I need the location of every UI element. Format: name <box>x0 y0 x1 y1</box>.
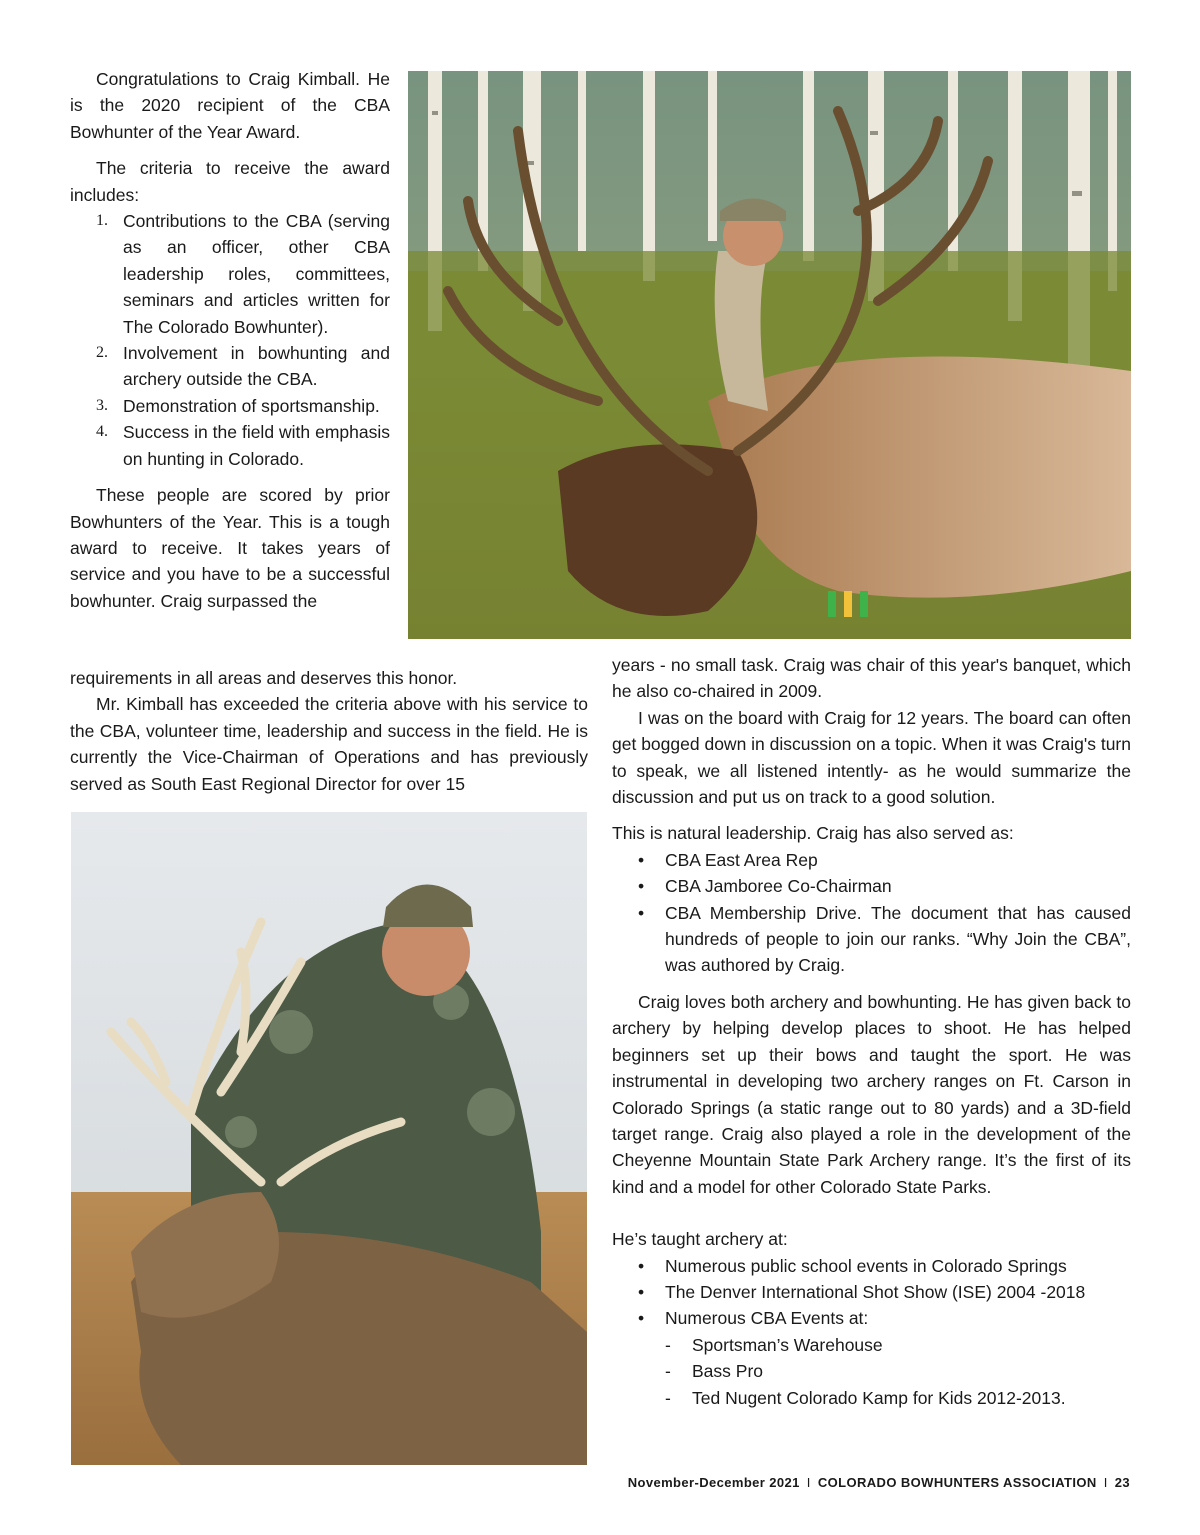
footer-separator: I <box>806 1475 811 1490</box>
list-item: - Sportsman’s Warehouse <box>692 1332 1131 1358</box>
list-item: 2. Involvement in bowhunting and archery outside the CBA. <box>96 343 390 390</box>
taught-list <box>612 1253 1131 1411</box>
archery-paragraph: Craig loves both archery and bowhunting. He has given back to archery by helping develop places to shoot. He has helped beginners set up their bows and taught the sport. He was instrumental in developing two archery ranges on Ft. Carson in Colorado Springs (a static range out to 80 yards) and a 3D-field target range. Craig also played a role in the development of the Cheyenne Mountain State Park Archery range. It’s the first of its kind and a model for other Colorado State Parks. <box>612 991 1131 1197</box>
elk-photo-image <box>408 71 1131 639</box>
leadership-paragraph: This is natural leadership. Craig has also served as: <box>612 823 1014 844</box>
board-paragraph: I was on the board with Craig for 12 years. The board can often get bogged down in discussion on a topic. When it was Craig's turn to speak, we all listened intently- as he would summarize the discussion and put us on track to a good solution. <box>612 707 1131 808</box>
footer-separator: I <box>1103 1475 1108 1490</box>
page-footer <box>628 1470 1130 1496</box>
events-list <box>665 1332 1131 1411</box>
intro-paragraph: Congratulations to Craig Kimball. He is the 2020 recipient of the CBA Bowhunter of the Year Award. <box>70 69 390 142</box>
service-paragraph-end: years - no small task. Craig was chair of this year's banquet, which he also co-chaired in 2009. <box>612 655 1131 702</box>
scoring-paragraph-end: requirements in all areas and deserves this honor. <box>70 668 458 688</box>
whitetail-photo <box>71 812 587 1465</box>
service-paragraph: Mr. Kimball has exceeded the criteria above with his service to the CBA, volunteer time, leadership and success in the field. He is currently the Vice-Chairman of Operations and has previously served as South East Regional Director for over 15 <box>70 694 588 794</box>
list-item: 1. Contributions to the CBA (serving as an officer, other CBA leadership roles, committees, seminars and articles written for The Colorado Bowhunter). <box>96 211 390 337</box>
scoring-paragraph: These people are scored by prior Bowhunters of the Year. This is a tough award to receive. It takes years of service and you have to be a successful bowhunter. Craig surpassed the <box>70 485 390 611</box>
intro-column <box>70 66 390 614</box>
list-item: 4. Success in the field with emphasis on hunting in Colorado. <box>96 422 390 469</box>
list-item: • Numerous CBA Events at: - Sportsman’s Warehouse - Bass Pro - Ted Nugent Colorado Kamp for Kids 2012-2013. <box>665 1305 1131 1411</box>
organization-name: COLORADO BOWHUNTERS ASSOCIATION <box>817 1475 1097 1490</box>
list-item: • CBA East Area Rep <box>665 847 1131 873</box>
list-item: 3. Demonstration of sportsmanship. <box>96 395 380 416</box>
list-item: • CBA Membership Drive. The document that has caused hundreds of people to join our ranks. “Why Join the CBA”, was authored by Craig. <box>665 900 1131 979</box>
list-item: - Ted Nugent Colorado Kamp for Kids 2012-2013. <box>692 1385 1131 1411</box>
list-item: - Bass Pro <box>692 1358 1131 1384</box>
elk-photo <box>408 71 1131 639</box>
served-list <box>612 847 1131 979</box>
list-item: • The Denver International Shot Show (ISE) 2004 -2018 <box>665 1279 1131 1305</box>
criteria-list <box>70 208 390 472</box>
page-number: 23 <box>1114 1475 1130 1490</box>
right-column <box>612 652 1131 1411</box>
taught-intro: He’s taught archery at: <box>612 1229 788 1250</box>
whitetail-photo-image <box>71 812 587 1465</box>
list-item: • Numerous public school events in Colorado Springs <box>665 1253 1131 1279</box>
issue-date: November-December 2021 <box>627 1475 800 1490</box>
criteria-intro: The criteria to receive the award includes: <box>70 158 390 205</box>
intro-continuation <box>70 665 588 797</box>
list-item: • CBA Jamboree Co-Chairman <box>665 873 1131 899</box>
